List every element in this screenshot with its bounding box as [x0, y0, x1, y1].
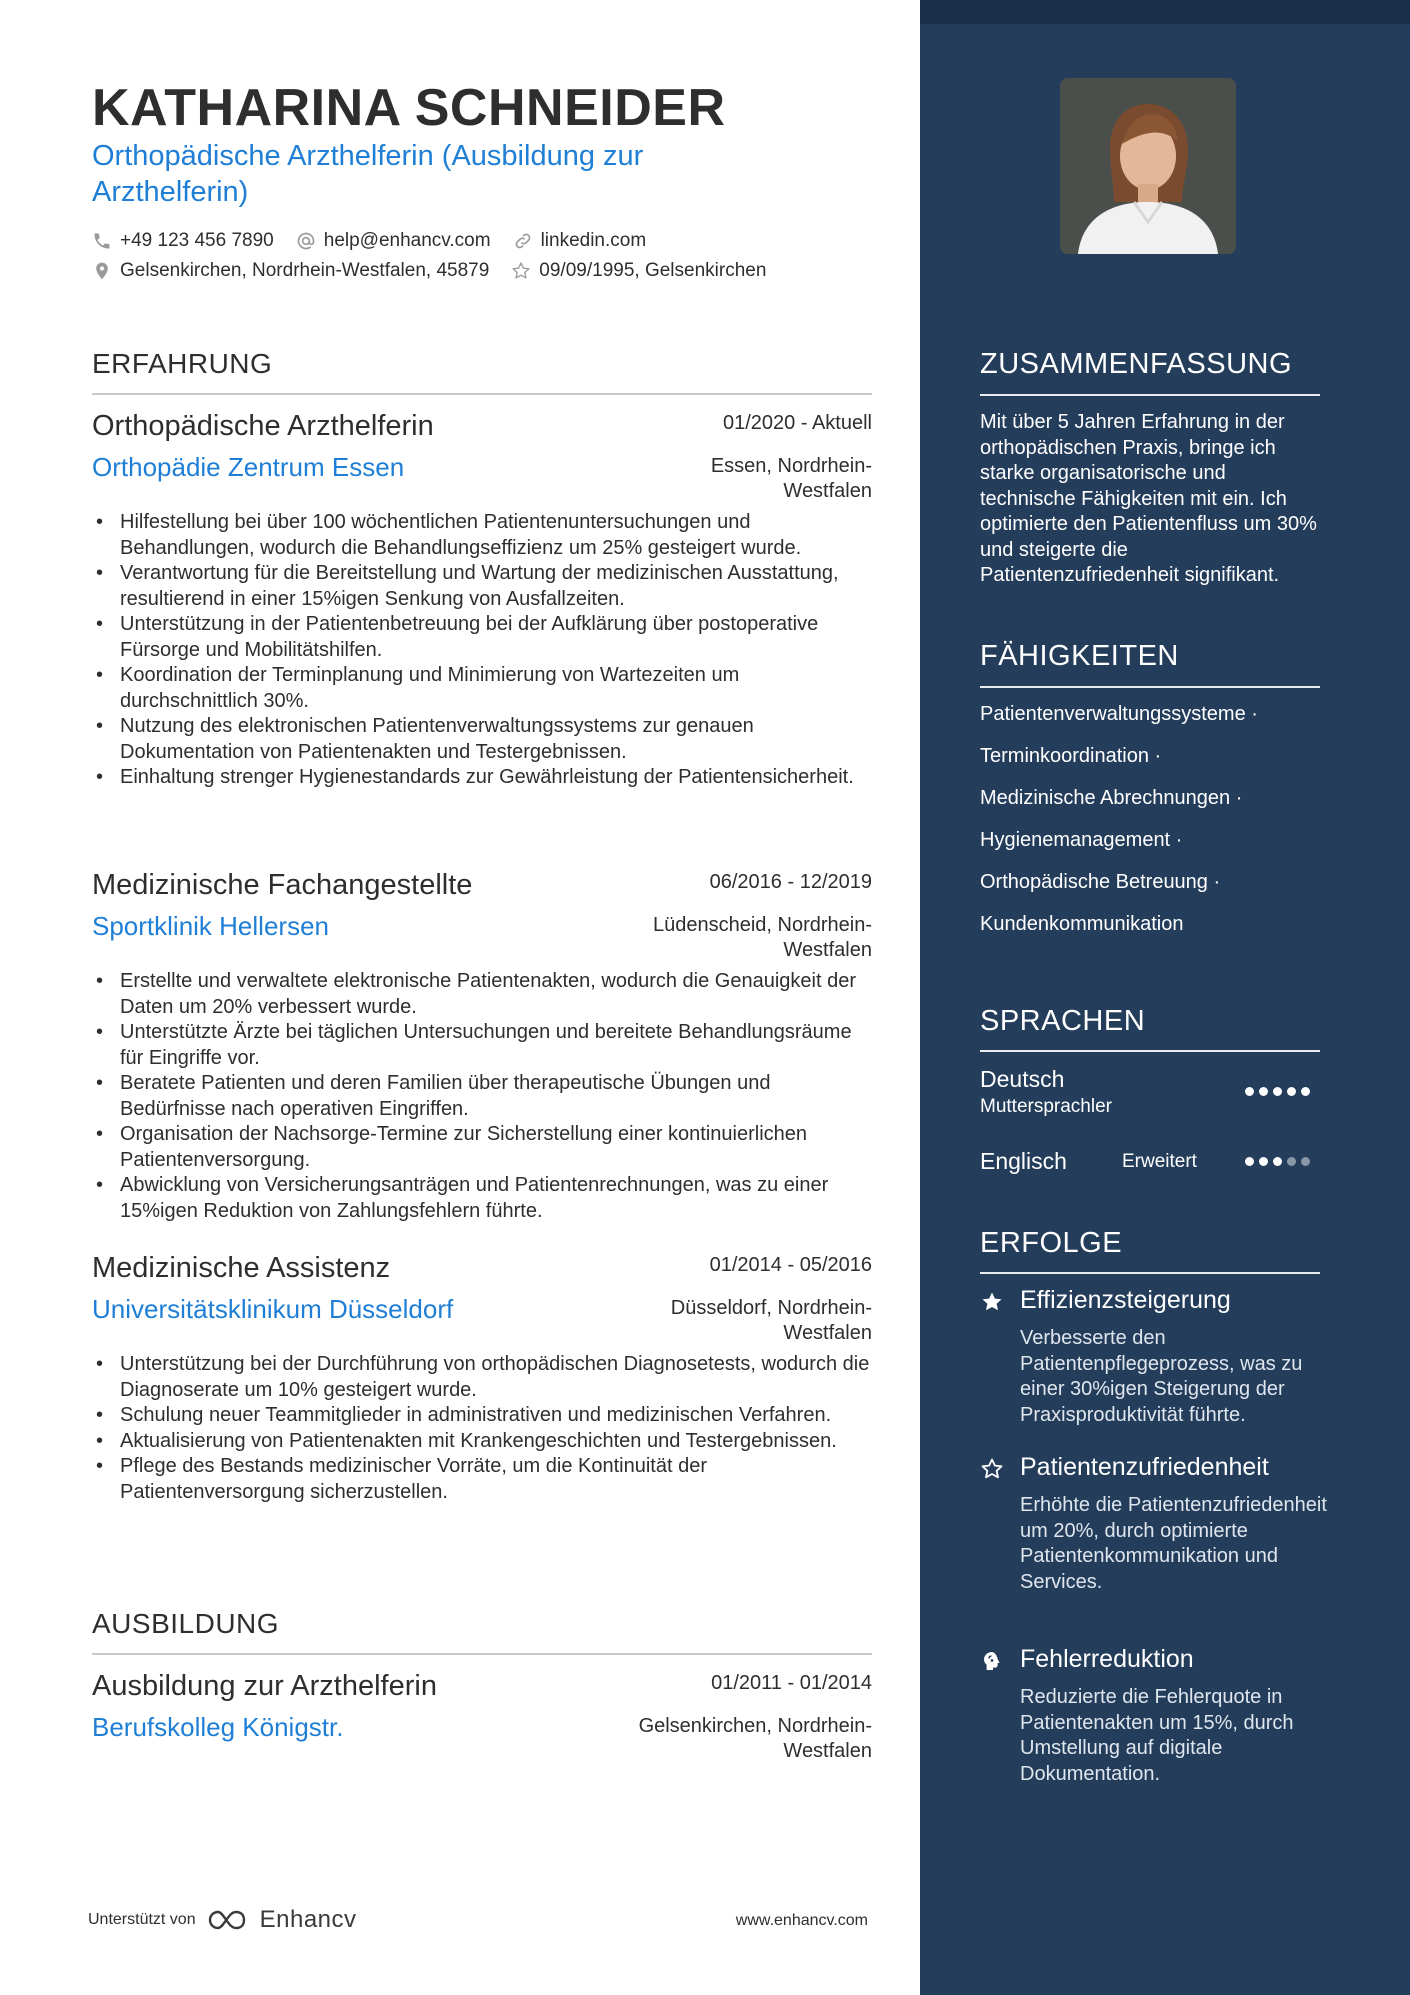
birth-text: 09/09/1995, Gelsenkirchen: [539, 260, 767, 281]
summary-heading: ZUSAMMENFASSUNG: [980, 348, 1293, 380]
achievement-title: Fehlerreduktion: [1020, 1645, 1194, 1673]
sidebar-top-band: [920, 0, 1410, 24]
phone-icon: [92, 231, 112, 251]
skills-divider: [980, 686, 1320, 688]
language-name: Englisch: [980, 1148, 1067, 1174]
skills-heading: FÄHIGKEITEN: [980, 640, 1179, 672]
job-bullet: • Erstellte und verwaltete elektronische Patientenakten, wodurch die Genauigkeit der Daten um 20% verbessert wurde.: [92, 969, 872, 1020]
rating-dot-filled: [1245, 1157, 1254, 1166]
language-rating: [1245, 1157, 1315, 1166]
job-bullet: • Koordination der Terminplanung und Minimierung von Wartezeiten um durchschnittlich 30%.: [92, 663, 872, 714]
education-school[interactable]: Berufskolleg Königstr.: [92, 1712, 344, 1742]
education-date: 01/2011 - 01/2014: [711, 1672, 872, 1694]
job-company[interactable]: Orthopädie Zentrum Essen: [92, 452, 405, 482]
candidate-name: KATHARINA SCHNEIDER: [92, 79, 726, 137]
rating-dot-filled: [1287, 1087, 1296, 1096]
job-company[interactable]: Universitätsklinikum Düsseldorf: [92, 1294, 454, 1324]
skill-item: Medizinische Abrechnungen ·: [980, 787, 1243, 809]
education-divider: [92, 1653, 872, 1655]
profile-photo: [1060, 78, 1236, 254]
job-title: Orthopädische Arzthelferin: [92, 410, 434, 442]
job-location: Düsseldorf, Nordrhein-Westfalen: [670, 1297, 872, 1344]
rating-dot-filled: [1301, 1087, 1310, 1096]
job-bullet: • Hilfestellung bei über 100 wöchentlichen Patientenuntersuchungen und Behandlungen, wodurch die Behandlungseffizienz um 25% gesteigert wurde.: [92, 510, 872, 561]
rating-dot-filled: [1259, 1087, 1268, 1096]
contact-row-1: [92, 230, 668, 252]
education-title: Ausbildung zur Arzthelferin: [92, 1670, 437, 1702]
contact-linkedin[interactable]: [513, 230, 647, 252]
job-bullet: • Unterstützung bei der Durchführung von orthopädischen Diagnosetests, wodurch die Diagnoserate um 10% gesteigert wurde.: [92, 1352, 872, 1403]
job-date: 01/2020 - Aktuell: [723, 412, 872, 434]
rating-dot-empty: [1287, 1157, 1296, 1166]
achievements-divider: [980, 1272, 1320, 1274]
language-name: Deutsch: [980, 1066, 1065, 1092]
job-bullet: • Unterstützte Ärzte bei täglichen Untersuchungen und bereitete Behandlungsräume für Eingriffe vor.: [92, 1020, 872, 1071]
location-text: Gelsenkirchen, Nordrhein-Westfalen, 45879: [120, 260, 490, 281]
job-bullet: • Verantwortung für die Bereitstellung und Wartung der medizinischen Ausstattung, resultierend in einer 15%igen Senkung von Ausfallzeiten.: [92, 561, 872, 612]
rating-dot-filled: [1273, 1157, 1282, 1166]
skill-item: Orthopädische Betreuung ·: [980, 871, 1221, 893]
job-bullets: [92, 510, 872, 791]
powered-by-text: Unterstützt von: [88, 1911, 196, 1928]
rating-dot-filled: [1259, 1157, 1268, 1166]
job-date: 01/2014 - 05/2016: [709, 1254, 872, 1276]
brain-icon: [980, 1649, 1004, 1673]
job-bullet: • Einhaltung strenger Hygienestandards zur Gewährleistung der Patientensicherheit.: [92, 765, 872, 791]
job-bullet: • Beratete Patienten und deren Familien über therapeutische Übungen und Bedürfnisse nach operativen Eingriffen.: [92, 1071, 872, 1122]
job-location: Lüdenscheid, Nordrhein-Westfalen: [652, 914, 872, 961]
language-rating: [1245, 1087, 1315, 1096]
skill-item: Kundenkommunikation: [980, 913, 1184, 935]
experience-heading: ERFAHRUNG: [92, 348, 273, 379]
contact-phone[interactable]: [92, 230, 274, 252]
job-title: Medizinische Fachangestellte: [92, 869, 473, 901]
star-filled-icon: [980, 1290, 1004, 1314]
education-location: Gelsenkirchen, Nordrhein-Westfalen: [638, 1715, 872, 1762]
job-title: Medizinische Assistenz: [92, 1252, 391, 1284]
job-date: 06/2016 - 12/2019: [709, 871, 872, 893]
languages-divider: [980, 1050, 1320, 1052]
footer-website[interactable]: www.enhancv.com: [735, 1912, 868, 1929]
contact-row-2: [92, 260, 788, 282]
rating-dot-filled: [1273, 1087, 1282, 1096]
achievements-heading: ERFOLGE: [980, 1227, 1123, 1259]
achievement-title: Effizienzsteigerung: [1020, 1286, 1231, 1314]
job-bullet: • Abwicklung von Versicherungsanträgen und Patientenrechnungen, was zu einer 15%igen Reduktion von Zahlungsfehlern führte.: [92, 1173, 872, 1224]
languages-heading: SPRACHEN: [980, 1005, 1146, 1037]
rating-dot-empty: [1301, 1157, 1310, 1166]
candidate-title: Orthopädische Arzthelferin (Ausbildung zur Arzthelferin): [92, 140, 644, 208]
linkedin-text: linkedin.com: [540, 230, 647, 251]
summary-text: Mit über 5 Jahren Erfahrung in der orthopädischen Praxis, bringe ich starke organisatorische und technische Fähigkeiten mit ein. Ich optimierte den Patientenfluss um 30% und steigerte die Patientenzufriedenheit signifikant.: [980, 411, 1317, 586]
contact-email[interactable]: [296, 230, 491, 252]
job-bullet: • Schulung neuer Teammitglieder in administrativen und medizinischen Verfahren.: [92, 1403, 872, 1429]
email-text: help@enhancv.com: [323, 230, 491, 251]
link-icon: [513, 231, 533, 251]
job-bullet: • Nutzung des elektronischen Patientenverwaltungssystems zur genauen Dokumentation von Patientenakten und Testergebnissen.: [92, 714, 872, 765]
phone-text: +49 123 456 7890: [120, 230, 274, 251]
education-heading: AUSBILDUNG: [92, 1608, 280, 1639]
job-bullet: • Organisation der Nachsorge-Termine zur Sicherstellung einer kontinuierlichen Patientenversorgung.: [92, 1122, 872, 1173]
achievement-desc: Erhöhte die Patientenzufriedenheit um 20%, durch optimierte Patientenkommunikation und Services.: [1020, 1494, 1327, 1593]
skill-item: Terminkoordination ·: [980, 745, 1162, 767]
enhancv-brand: Enhancv: [259, 1906, 357, 1933]
job-bullet: • Aktualisierung von Patientenakten mit Krankengeschichten und Testergebnissen.: [92, 1429, 872, 1455]
job-bullets: [92, 1352, 872, 1505]
star-outline-icon: [980, 1457, 1004, 1481]
job-location: Essen, Nordrhein-Westfalen: [710, 455, 872, 502]
achievement-title: Patientenzufriedenheit: [1020, 1453, 1269, 1481]
job-company[interactable]: Sportklinik Hellersen: [92, 911, 329, 941]
profile-photo-illustration: [1060, 78, 1236, 254]
sidebar: [920, 0, 1410, 1995]
language-level: Muttersprachler: [980, 1096, 1112, 1117]
language-level: Erweitert: [1122, 1151, 1197, 1172]
job-bullets: [92, 969, 872, 1224]
summary-divider: [980, 394, 1320, 396]
achievement-desc: Reduzierte die Fehlerquote in Patientenakten um 15%, durch Umstellung auf digitale Dokumentation.: [1020, 1686, 1294, 1785]
skill-item: Hygienemanagement ·: [980, 829, 1183, 851]
contact-location: [92, 260, 489, 282]
job-bullet: • Unterstützung in der Patientenbetreuung bei der Aufklärung über postoperative Fürsorge und Mobilitätshilfen.: [92, 612, 872, 663]
footer-powered-by[interactable]: [88, 1906, 357, 1934]
star-outline-icon: [511, 261, 531, 281]
contact-birth: [511, 260, 766, 282]
experience-divider: [92, 393, 872, 395]
location-pin-icon: [92, 261, 112, 281]
rating-dot-filled: [1245, 1087, 1254, 1096]
enhancv-logo-icon: [206, 1907, 254, 1933]
achievement-desc: Verbesserte den Patientenpflegeprozess, was zu einer 30%igen Steigerung der Praxisproduktivität führte.: [1020, 1327, 1303, 1426]
at-icon: [296, 231, 316, 251]
job-bullet: • Pflege des Bestands medizinischer Vorräte, um die Kontinuität der Patientenversorgung sicherzustellen.: [92, 1454, 872, 1505]
skill-item: Patientenverwaltungssysteme ·: [980, 703, 1258, 725]
